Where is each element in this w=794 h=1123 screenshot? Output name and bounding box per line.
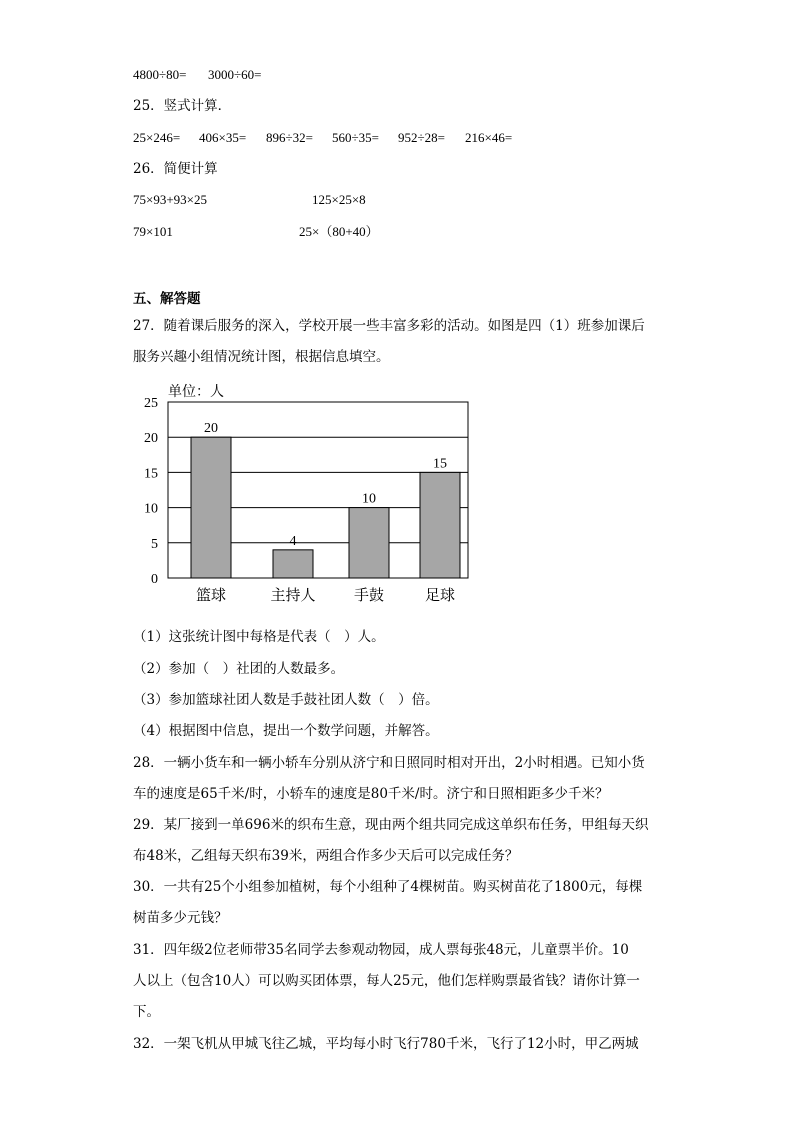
q31-line-2: 人以上（包含10人）可以购买团体票，每人25元，他们怎样购票最省钱？请你计算一	[133, 973, 640, 989]
bar-chart	[132, 378, 492, 608]
q25-item-3: 896÷32=	[266, 130, 313, 145]
bar-value-label: 20	[204, 421, 218, 437]
q28-line-2: 车的速度是65千米/时，小轿车的速度是80千米/时。济宁和日照相距多少千米？	[133, 786, 609, 802]
q28-line-1: 28．一辆小货车和一辆小轿车分别从济宁和日照同时相对开出，2小时相遇。已知小货	[133, 755, 645, 771]
calc-4800-div-80: 4800÷80=	[133, 67, 187, 82]
y-tick-label: 10	[144, 501, 158, 517]
calc-3000-div-60: 3000÷60=	[208, 67, 262, 82]
bar-3	[420, 472, 460, 578]
q29-line-2: 布48米，乙组每天织布39米，两组合作多少天后可以完成任务？	[133, 848, 519, 864]
q31-line-1: 31．四年级2位老师带35名同学去参观动物园，成人票每张48元，儿童票半价。10	[133, 942, 629, 958]
q26-expr-d: 25×（80+40）	[299, 224, 379, 239]
q26-expr-c: 79×101	[133, 224, 173, 239]
q25-item-6: 216×46=	[465, 130, 513, 145]
q25-item-4: 560÷35=	[332, 130, 379, 145]
section-title: 五、解答题	[133, 291, 201, 307]
q27-sub-1: （1）这张统计图中每格是代表（ ）人。	[133, 629, 385, 645]
y-tick-label: 25	[144, 396, 158, 411]
q27-sub-2: （2）参加（ ）社团的人数最多。	[133, 661, 345, 677]
bar-2	[349, 508, 389, 578]
bar-1	[273, 550, 313, 578]
bar-value-label: 10	[362, 491, 376, 507]
x-category-label: 手鼓	[353, 586, 385, 604]
y-tick-label: 15	[144, 466, 158, 482]
y-tick-label: 5	[151, 536, 158, 552]
q32-line-1: 32．一架飞机从甲城飞往乙城，平均每小时飞行780千米，飞行了12小时，甲乙两城	[133, 1036, 639, 1052]
q25-title: 25．竖式计算．	[133, 98, 232, 114]
y-tick-label: 0	[151, 572, 158, 587]
q30-line-2: 树苗多少元钱？	[133, 910, 228, 926]
q31-line-3: 下。	[133, 1004, 160, 1020]
q27-sub-4: （4）根据图中信息，提出一个数学问题，并解答。	[133, 723, 439, 739]
x-category-label: 主持人	[270, 586, 316, 604]
q26-expr-b: 125×25×8	[312, 192, 366, 207]
q30-line-1: 30．一共有25个小组参加植树，每个小组种了4棵树苗。购买树苗花了1800元，每棵	[133, 879, 643, 895]
q26-expr-a: 75×93+93×25	[133, 192, 207, 207]
bar-0	[191, 437, 231, 578]
x-category-label: 足球	[424, 586, 456, 604]
q27-sub-3: （3）参加篮球社团人数是手鼓社团人数（ ）倍。	[133, 692, 439, 708]
q25-item-1: 25×246=	[133, 130, 181, 145]
q25-item-5: 952÷28=	[398, 130, 445, 145]
bar-value-label: 15	[433, 456, 447, 472]
x-category-label: 篮球	[195, 586, 227, 604]
q29-line-1: 29．某厂接到一单696米的织布生意，现由两个组共同完成这单织布任务，甲组每天织	[133, 817, 649, 833]
q25-item-2: 406×35=	[199, 130, 247, 145]
bar-value-label: 4	[289, 533, 297, 549]
q27-line-2: 服务兴趣小组情况统计图，根据信息填空。	[133, 349, 390, 365]
chart-unit-label: 单位：人	[168, 384, 224, 400]
y-tick-label: 20	[144, 431, 158, 447]
q26-title: 26．简便计算	[133, 161, 218, 177]
q27-line-1: 27．随着课后服务的深入，学校开展一些丰富多彩的活动。如图是四（1）班参加课后	[133, 318, 645, 334]
